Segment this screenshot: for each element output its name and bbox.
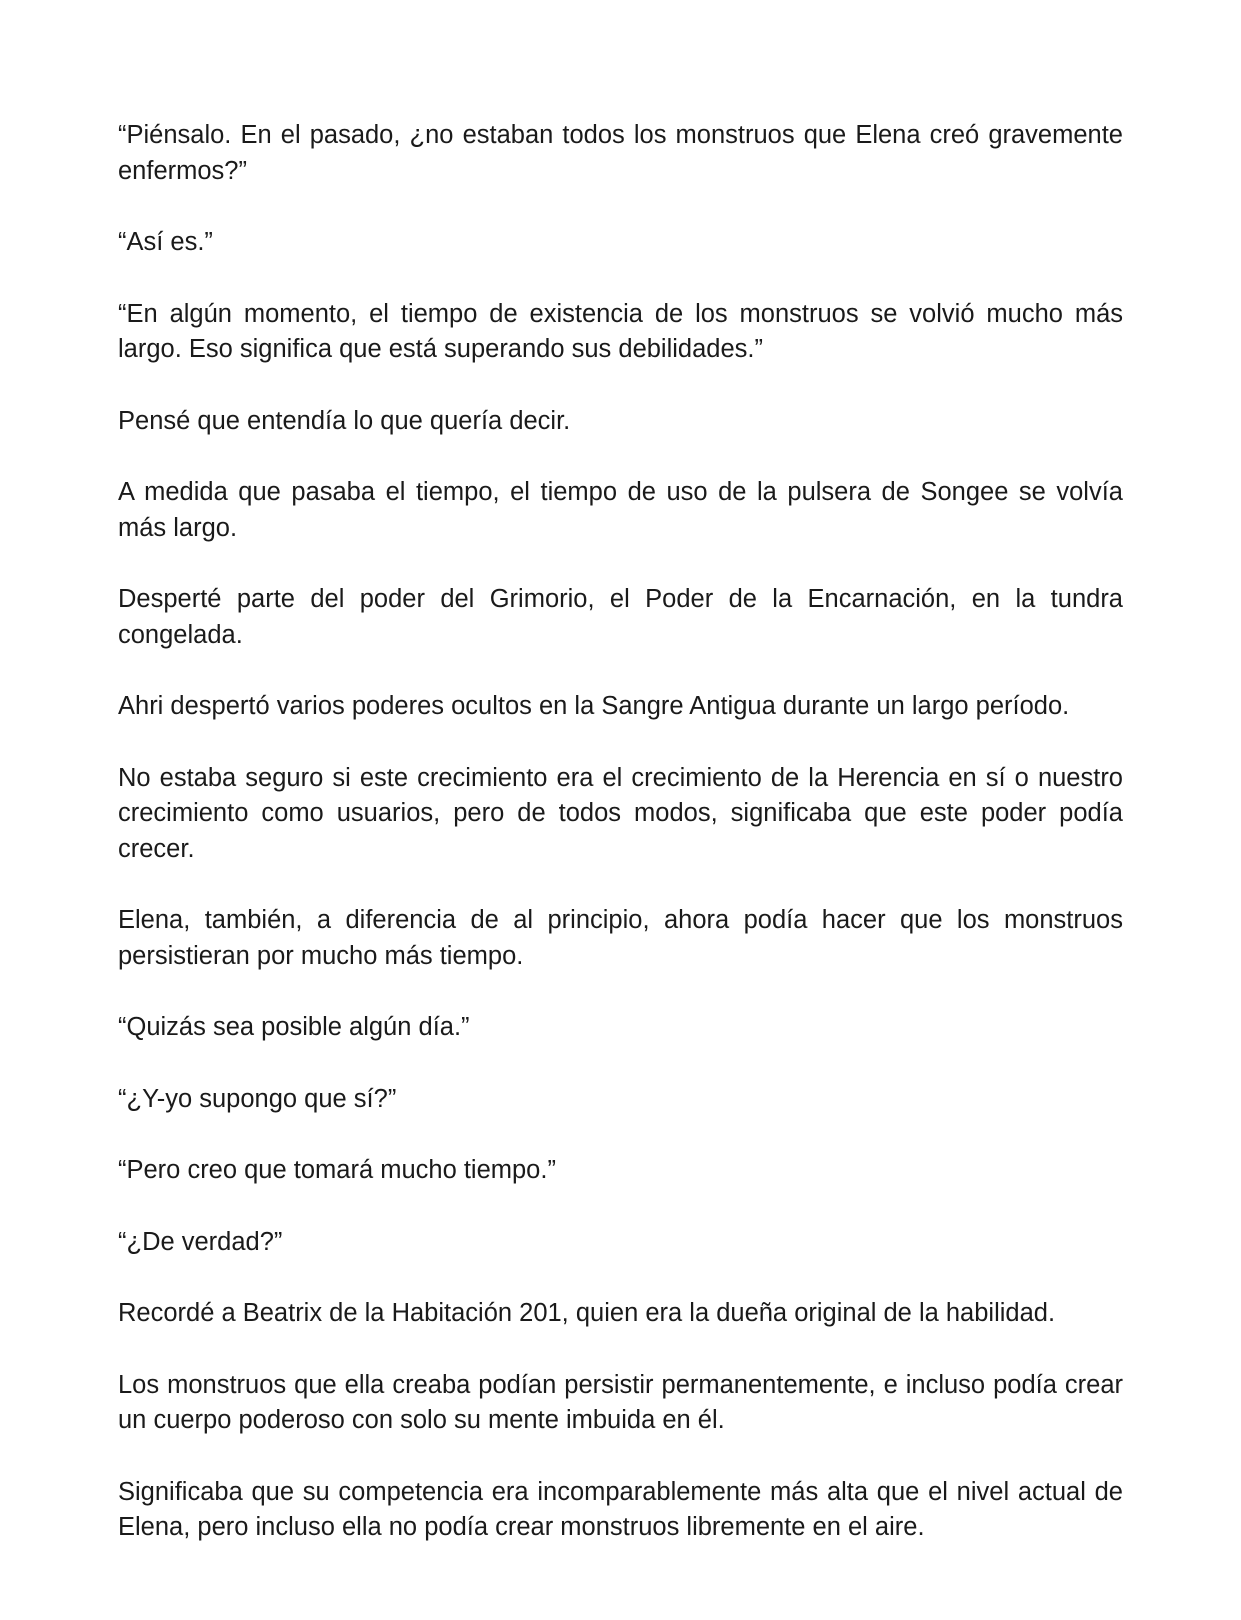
paragraph-1: “Piénsalo. En el pasado, ¿no estaban todos los monstruos que Elena creó gravemente enfermos?”: [118, 121, 1123, 185]
paragraph-4: Pensé que entendía lo que quería decir.: [118, 406, 571, 435]
paragraph-13: “¿De verdad?”: [118, 1227, 283, 1256]
paragraph-9: Elena, también, a diferencia de al principio, ahora podía hacer que los monstruos persistieran por mucho más tiempo.: [118, 906, 1123, 970]
document-body: [118, 118, 1123, 1546]
paragraph-16: Significaba que su competencia era incomparablemente más alta que el nivel actual de Elena, pero incluso ella no podía crear monstruos libremente en el aire.: [118, 1477, 1123, 1541]
paragraph-5: A medida que pasaba el tiempo, el tiempo de uso de la pulsera de Songee se volvía más largo.: [118, 478, 1123, 542]
paragraph-12: “Pero creo que tomará mucho tiempo.”: [118, 1156, 556, 1184]
paragraph-15: Los monstruos que ella creaba podían persistir permanentemente, e incluso podía crear un cuerpo poderoso con solo su mente imbuida en él.: [118, 1370, 1123, 1434]
paragraph-7: Ahri despertó varios poderes ocultos en la Sangre Antigua durante un largo período.: [118, 692, 1070, 720]
paragraph-2: “Así es.”: [118, 228, 213, 256]
paragraph-11: “¿Y-yo supongo que sí?”: [118, 1084, 397, 1113]
paragraph-8: No estaba seguro si este crecimiento era el crecimiento de la Herencia en sí o nuestro crecimiento como usuarios, pero de todos modos, significaba que este poder podía crecer.: [118, 763, 1123, 863]
paragraph-6: Desperté parte del poder del Grimorio, el Poder de la Encarnación, en la tundra congelada.: [118, 585, 1123, 649]
paragraph-14: Recordé a Beatrix de la Habitación 201, quien era la dueña original de la habilidad.: [118, 1299, 1056, 1327]
paragraph-3: “En algún momento, el tiempo de existencia de los monstruos se volvió mucho más largo. Eso significa que está superando sus debilidades.”: [118, 299, 1123, 363]
paragraph-10: “Quizás sea posible algún día.”: [118, 1013, 470, 1041]
